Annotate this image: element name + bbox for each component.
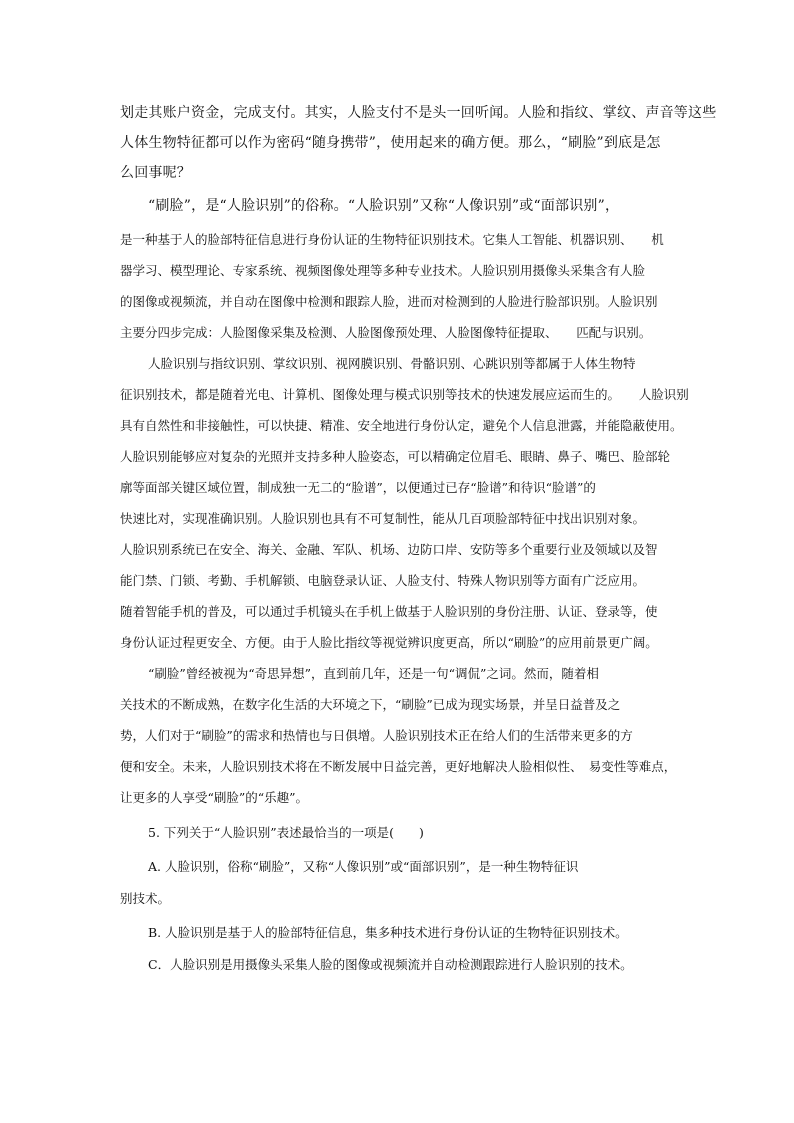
paragraph-line-14: 快速比对，实现准确识别。人脸识别也具有不可复制性，能从几百项脸部特征中找出识别对象。 <box>120 511 646 526</box>
option-a-line-2: 别技术。 <box>120 891 171 906</box>
paragraph-line-21: 势，人们对于“刷脸”的需求和热情也与日俱增。人脸识别技术正在给人们的生活带来更多的方 <box>120 728 633 743</box>
paragraph-line-19: “刷脸”曾经被视为“奇思异想”，直到前几年，还是一句“调侃”之词。然而，随着相 <box>148 666 599 681</box>
option-c: C．人脸识别是用摄像头采集人脸的图像或视频流并自动检测跟踪进行人脸识别的技术。 <box>148 957 633 972</box>
paragraph-line-15: 人脸识别系统已在安全、海关、金融、军队、机场、边防口岸、安防等多个重要行业及领域以及智 <box>120 542 658 557</box>
question-stem: 5. 下列关于“人脸识别”表述最恰当的一项是( ) <box>148 825 424 840</box>
option-b: B. 人脸识别是基于人的脸部特征信息，集多种技术进行身份认证的生物特征识别技术。 <box>148 925 628 940</box>
option-a-line-1: A. 人脸识别，俗称“刷脸”，又称“人像识别”或“面部识别”，是一种生物特征识 <box>148 859 579 874</box>
paragraph-line-1: 划走其账户资金，完成支付。其实，人脸支付不是头一回听闻。人脸和指纹、掌纹、声音等这些 <box>120 105 717 121</box>
paragraph-line-23: 让更多的人享受“刷脸”的“乐趣”。 <box>120 790 309 805</box>
paragraph-line-2: 人体生物特征都可以作为密码“随身携带”，使用起来的确方便。那么，“刷脸”到底是怎 <box>120 135 661 151</box>
paragraph-line-13: 廓等面部关键区域位置，制成独一无二的“脸谱”，以便通过已存“脸谱”和待识“脸谱”的 <box>120 480 596 495</box>
paragraph-line-10: 征识别技术，都是随着光电、计算机、图像处理与模式识别等技术的快速发展应运而生的。 人脸识别 <box>120 387 689 402</box>
paragraph-line-16: 能门禁、门锁、考勤、手机解锁、电脑登录认证、人脸支付、特殊人物识别等方面有广泛应用。 <box>120 573 646 588</box>
paragraph-line-8: 主要分四步完成：人脸图像采集及检测、人脸图像预处理、人脸图像特征提取、 匹配与识别。 <box>120 325 652 340</box>
paragraph-line-5: 是一种基于人的脸部特征信息进行身份认证的生物特征识别技术。它集人工智能、机器识别、 机 <box>120 232 664 247</box>
paragraph-line-20: 关技术的不断成熟，在数字化生活的大环境之下，“刷脸”已成为现实场景，并呈日益普及之 <box>120 697 621 712</box>
paragraph-line-4: “刷脸”，是“人脸识别”的俗称。“人脸识别”又称“人像识别”或“面部识别”， <box>148 198 620 214</box>
paragraph-line-22: 便和安全。未来，人脸识别技术将在不断发展中日益完善，更好地解决人脸相似性、 易变性等难点， <box>120 759 677 774</box>
paragraph-line-17: 随着智能手机的普及，可以通过手机镜头在手机上做基于人脸识别的身份注册、认证、登录等，使 <box>120 604 658 619</box>
paragraph-line-3: 么回事呢？ <box>120 165 191 181</box>
paragraph-line-7: 的图像或视频流，并自动在图像中检测和跟踪人脸，进而对检测到的人脸进行脸部识别。人脸识别 <box>120 294 658 309</box>
paragraph-line-6: 器学习、模型理论、专家系统、视频图像处理等多种专业技术。人脸识别用摄像头采集含有人脸 <box>120 263 646 278</box>
paragraph-line-9: 人脸识别与指纹识别、掌纹识别、视网膜识别、骨骼识别、心跳识别等都属于人体生物特 <box>148 356 636 371</box>
paragraph-line-18: 身份认证过程更安全、方便。由于人脸比指纹等视觉辨识度更高，所以“刷脸”的应用前景更广阔。 <box>120 635 658 650</box>
paragraph-line-12: 人脸识别能够应对复杂的光照并支持多种人脸姿态，可以精确定位眉毛、眼睛、鼻子、嘴巴、脸部轮 <box>120 449 671 464</box>
paragraph-line-11: 具有自然性和非接触性，可以快捷、精准、安全地进行身份认定，避免个人信息泄露，并能隐蔽使用。 <box>120 418 683 433</box>
